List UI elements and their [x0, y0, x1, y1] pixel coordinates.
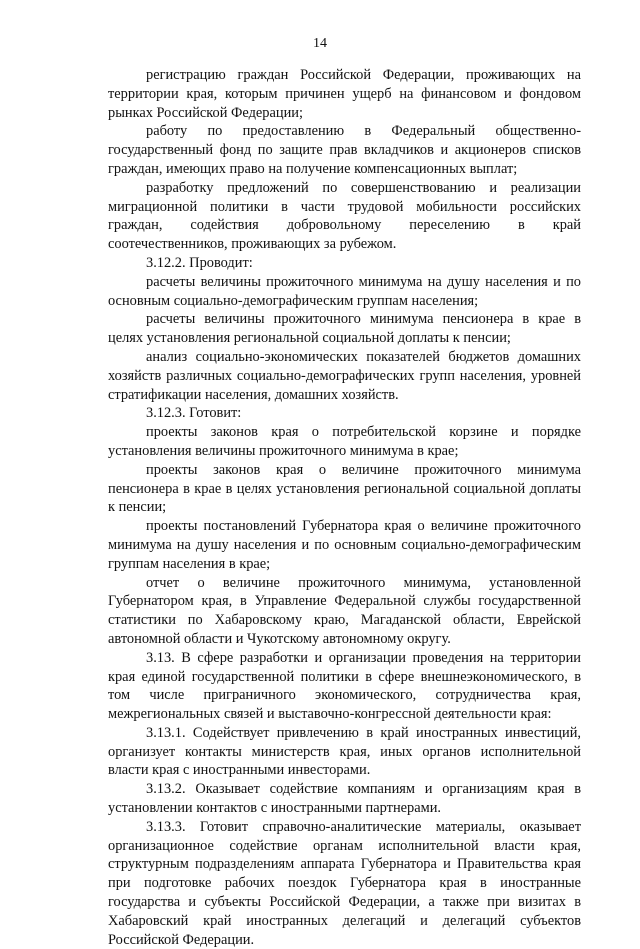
paragraph: проекты законов края о величине прожиточного минимума пенсионера в крае в целях установления региональной социальной доплаты к пенсии;: [108, 461, 581, 516]
paragraph: 3.13.2. Оказывает содействие компаниям и организациям края в установлении контактов с иностранными партнерами.: [108, 781, 581, 817]
paragraph: отчет о величине прожиточного минимума, установленной Губернатором края, в Управление Федеральной службы государственной статистики по Хабаровскому краю, Магаданской области, Еврейской автономной области и Чукотскому автономному округу.: [108, 574, 581, 647]
section-heading: 3.12.2. Проводит:: [146, 254, 253, 271]
paragraph: проекты законов края о потребительской корзине и порядке установления величины прожиточного минимума в крае;: [108, 424, 581, 459]
document-body: [108, 66, 581, 949]
paragraph: 3.13.3. Готовит справочно-аналитические материалы, оказывает организационное содействие органам исполнительной власти края, структурным подразделениям аппарата Губернатора и Правительства края при подготовке рабочих поездок Губернатора края в иностранные государства и субъекты Российской Федерации, а также при визитах в Хабаровский край иностранных делегаций и делегаций субъектов Российской Федерации.: [108, 818, 581, 948]
paragraph: работу по предоставлению в Федеральный общественно-государственный фонд по защите прав вкладчиков и акционеров списков граждан, имеющих право на получение компенсационных выплат;: [108, 123, 581, 177]
paragraph: 3.13.1. Содействует привлечению в край иностранных инвестиций, организует контакты министерств края, иных органов исполнительной власти края с иностранными инвесторами.: [108, 724, 581, 779]
paragraph: анализ социально-экономических показателей бюджетов домашних хозяйств различных социально-демографических групп населения, уровней стратификации населения, домашних хозяйств.: [108, 348, 581, 403]
page-number: 14: [313, 36, 327, 51]
paragraph: 3.13. В сфере разработки и организации проведения на территории края единой государственной политики в сфере внешнеэкономического, в том числе приграничного экономического, сотрудничества края, межрегиональных связей и выставочно-конгрессной деятельности края:: [108, 649, 581, 723]
paragraph: разработку предложений по совершенствованию и реализации миграционной политики в части трудовой мобильности российских граждан, содействия добровольному переселению в край соотечественников, проживающих за рубежом.: [108, 179, 581, 253]
paragraph: расчеты величины прожиточного минимума на душу населения и по основным социально-демографическим группам населения;: [108, 273, 581, 309]
paragraph: проекты постановлений Губернатора края о величине прожиточного минимума на душу населения и по основным социально-демографическим группам населения в крае;: [108, 518, 581, 572]
paragraph: расчеты величины прожиточного минимума пенсионера в крае в целях установления региональной социальной доплаты к пенсии;: [108, 311, 581, 347]
section-heading: 3.12.3. Готовит:: [146, 405, 242, 422]
paragraph: регистрацию граждан Российской Федерации, проживающих на территории края, которым причинен ущерб на финансовом и фондовом рынках Российской Федерации;: [108, 67, 581, 121]
